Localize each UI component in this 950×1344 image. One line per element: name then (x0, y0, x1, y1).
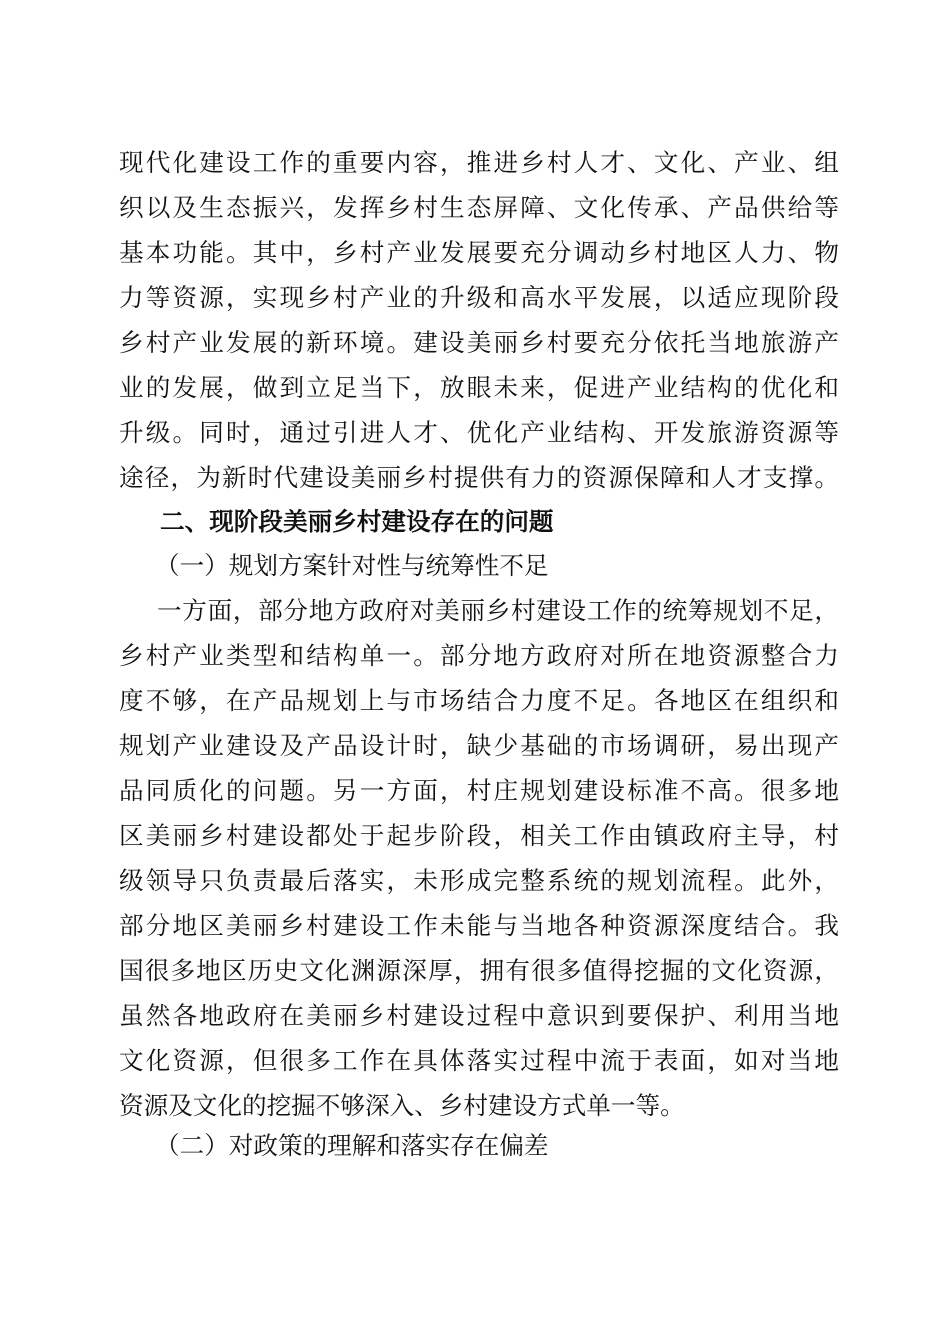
paragraph-2-line-7: 级领导只负责最后落实，未形成完整系统的规划流程。此外， (119, 866, 839, 895)
paragraph-1-line-5: 乡村产业发展的新环境。建设美丽乡村要充分依托当地旅游产 (119, 328, 839, 357)
paragraph-2-line-10: 虽然各地政府在美丽乡村建设过程中意识到要保护、利用当地 (119, 1001, 839, 1030)
paragraph-1-line-3: 基本功能。其中，乡村产业发展要充分调动乡村地区人力、物 (119, 238, 839, 267)
paragraph-1-line-4: 力等资源，实现乡村产业的升级和高水平发展，以适应现阶段 (119, 283, 839, 312)
paragraph-2-line-5: 品同质化的问题。另一方面，村庄规划建设标准不高。很多地 (119, 776, 839, 805)
paragraph-1-line-8: 途径，为新时代建设美丽乡村提供有力的资源保障和人才支撑。 (119, 463, 839, 492)
paragraph-2-line-6: 区美丽乡村建设都处于起步阶段，相关工作由镇政府主导，村 (119, 821, 839, 850)
paragraph-2-line-8: 部分地区美丽乡村建设工作未能与当地各种资源深度结合。我 (119, 911, 839, 940)
subsection-heading-2: （二）对政策的理解和落实存在偏差 (155, 1131, 549, 1160)
paragraph-2-line-11: 文化资源，但很多工作在具体落实过程中流于表面，如对当地 (119, 1046, 839, 1075)
section-heading: 二、现阶段美丽乡村建设存在的问题 (160, 507, 554, 536)
paragraph-1-line-7: 升级。同时，通过引进人才、优化产业结构、开发旅游资源等 (119, 418, 839, 447)
paragraph-2-line-9: 国很多地区历史文化渊源深厚，拥有很多值得挖掘的文化资源， (119, 956, 839, 985)
paragraph-1-line-1: 现代化建设工作的重要内容，推进乡村人才、文化、产业、组 (119, 148, 839, 177)
paragraph-2-line-1: 一方面，部分地方政府对美丽乡村建设工作的统筹规划不足， (157, 596, 839, 625)
paragraph-2-line-2: 乡村产业类型和结构单一。部分地方政府对所在地资源整合力 (119, 641, 839, 670)
paragraph-2-line-4: 规划产业建设及产品设计时，缺少基础的市场调研，易出现产 (119, 731, 839, 760)
paragraph-2-line-12: 资源及文化的挖掘不够深入、乡村建设方式单一等。 (119, 1091, 685, 1120)
paragraph-1-line-2: 织以及生态振兴，发挥乡村生态屏障、文化传承、产品供给等 (119, 193, 839, 222)
subsection-heading-1: （一）规划方案针对性与统筹性不足 (155, 551, 549, 580)
paragraph-2-line-3: 度不够，在产品规划上与市场结合力度不足。各地区在组织和 (119, 686, 839, 715)
paragraph-1-line-6: 业的发展，做到立足当下，放眼未来，促进产业结构的优化和 (119, 373, 839, 402)
